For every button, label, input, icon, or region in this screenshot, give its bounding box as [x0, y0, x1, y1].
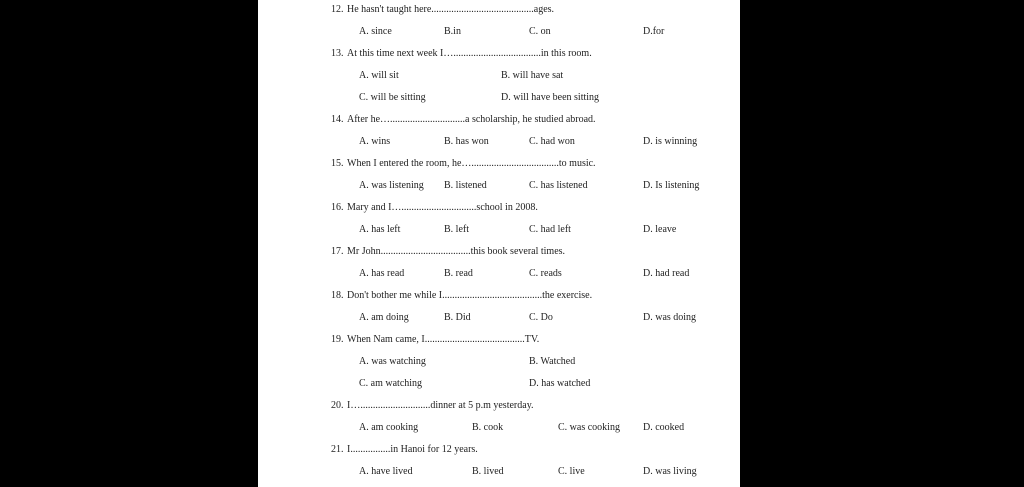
option-15-b: B. listened	[444, 180, 487, 191]
option-17-d: D. had read	[643, 268, 690, 279]
option-17-c: C. reads	[529, 268, 562, 279]
question-14	[331, 111, 596, 129]
option-20-d: D. cooked	[643, 422, 685, 433]
option-12-d: D.for	[643, 26, 665, 37]
question-text: When Nam came, I........................................TV.	[347, 334, 540, 345]
option-12-a: A. since	[359, 26, 392, 37]
question-text: I…............................dinner at 5 p.m yesterday.	[347, 400, 534, 411]
option-21-c: C. live	[558, 466, 585, 477]
question-number: 13.	[331, 48, 344, 59]
option-18-a: A. am doing	[359, 312, 409, 323]
option-19-c: C. am watching	[359, 378, 423, 389]
option-17-b: B. read	[444, 268, 473, 279]
question-text: After he…..............................a scholarship, he studied abroad.	[347, 114, 596, 125]
question-number: 15.	[331, 158, 344, 169]
question-19	[331, 331, 539, 349]
question-text: Don't bother me while I........................................the exercise.	[347, 290, 593, 301]
question-number: 20.	[331, 400, 344, 411]
option-21-d: D. was living	[643, 466, 697, 477]
option-16-b: B. left	[444, 224, 469, 235]
option-19-d: D. has watched	[529, 378, 591, 389]
option-12-c: C. on	[529, 26, 551, 37]
question-number: 12.	[331, 4, 344, 15]
option-15-c: C. has listened	[529, 180, 588, 191]
worksheet-page	[258, 0, 740, 487]
question-text: I................in Hanoi for 12 years.	[347, 444, 478, 455]
option-13-d: D. will have been sitting	[501, 92, 600, 103]
question-number: 17.	[331, 246, 344, 257]
option-16-a: A. has left	[359, 224, 401, 235]
option-16-c: C. had left	[529, 224, 571, 235]
option-19-b: B. Watched	[529, 356, 576, 367]
question-text: Mr John....................................this book several times.	[347, 246, 566, 257]
option-18-b: B. Did	[444, 312, 471, 323]
option-18-d: D. was doing	[643, 312, 697, 323]
question-number: 21.	[331, 444, 344, 455]
question-16	[331, 199, 538, 217]
question-15	[331, 155, 596, 173]
option-21-b: B. lived	[472, 466, 504, 477]
question-21	[331, 441, 478, 459]
option-15-a: A. was listening	[359, 180, 424, 191]
question-13	[331, 45, 592, 63]
option-19-a: A. was watching	[359, 356, 426, 367]
option-15-d: D. Is listening	[643, 180, 700, 191]
option-20-b: B. cook	[472, 422, 504, 433]
question-number: 19.	[331, 334, 344, 345]
option-21-a: A. have lived	[359, 466, 413, 477]
option-20-a: A. am cooking	[359, 422, 419, 433]
option-13-b: B. will have sat	[501, 70, 564, 81]
question-number: 18.	[331, 290, 344, 301]
question-12	[331, 1, 554, 19]
question-text: He hasn't taught here.........................................ages.	[347, 4, 555, 15]
option-16-d: D. leave	[643, 224, 677, 235]
option-13-c: C. will be sitting	[359, 92, 426, 103]
question-text: When I entered the room, he…...................................to music.	[347, 158, 596, 169]
option-18-c: C. Do	[529, 312, 553, 323]
option-14-d: D. is winning	[643, 136, 698, 147]
question-number: 16.	[331, 202, 344, 213]
option-12-b: B.in	[444, 26, 461, 37]
option-14-c: C. had won	[529, 136, 575, 147]
question-18	[331, 287, 592, 305]
option-13-a: A. will sit	[359, 70, 399, 81]
question-number: 14.	[331, 114, 344, 125]
option-14-b: B. has won	[444, 136, 489, 147]
option-17-a: A. has read	[359, 268, 405, 279]
question-text: At this time next week I…...................................in this room.	[347, 48, 592, 59]
option-14-a: A. wins	[359, 136, 391, 147]
question-20	[331, 397, 534, 415]
question-text: Mary and I…..............................school in 2008.	[347, 202, 538, 213]
option-20-c: C. was cooking	[558, 422, 620, 433]
question-17	[331, 243, 565, 261]
